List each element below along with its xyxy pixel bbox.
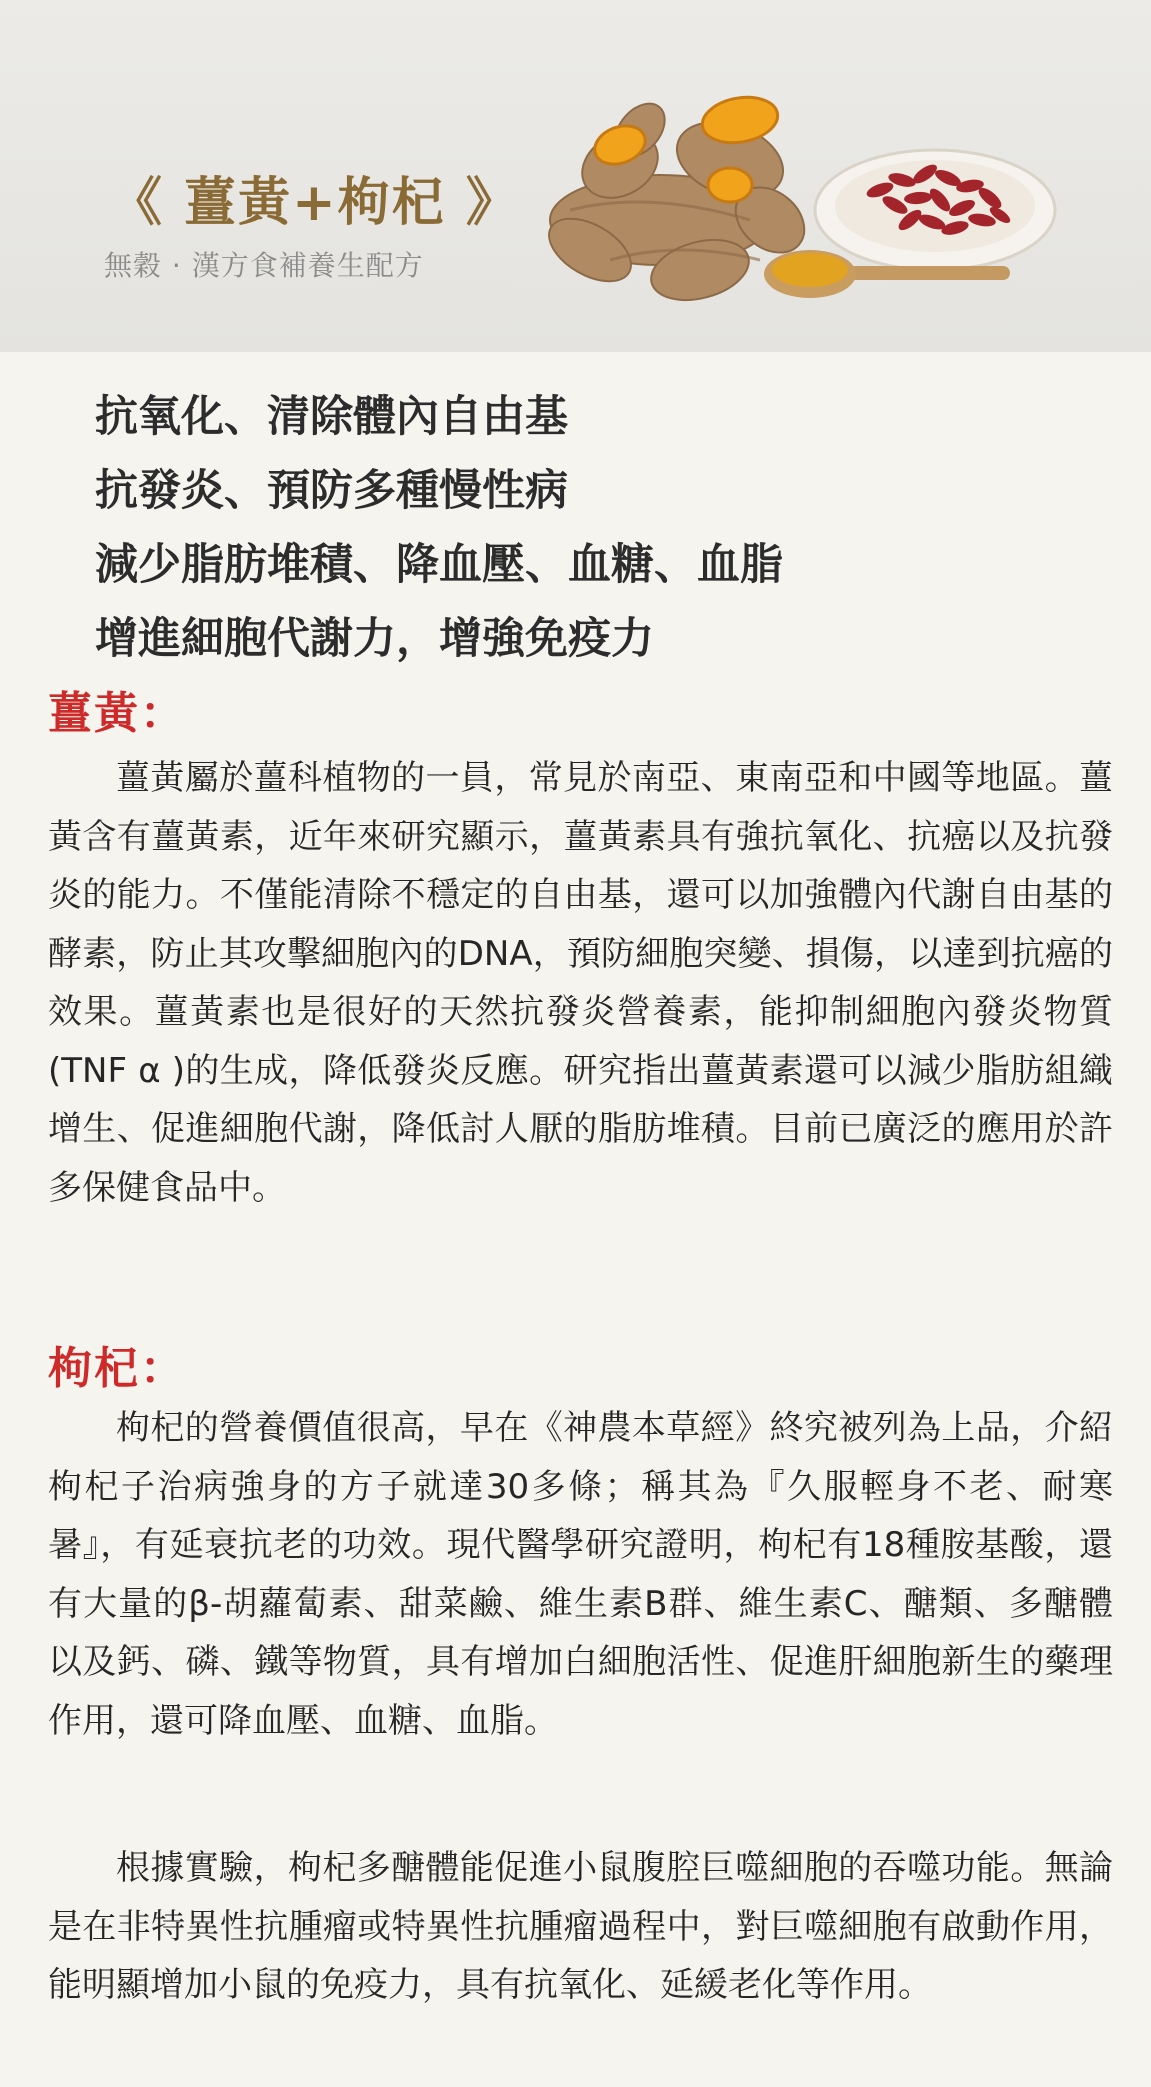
section-title-turmeric: 薑黃： xyxy=(48,688,186,739)
benefit-item: 抗氧化、清除體內自由基 xyxy=(95,392,568,442)
hero-image xyxy=(530,70,1060,325)
goji-paragraph-2: 根據實驗，枸杞多醣體能促進小鼠腹腔巨噬細胞的吞噬功能。無論是在非特異性抗腫瘤或特異性抗腫瘤過程中，對巨噬細胞有啟動作用，能明顯增加小鼠的免疫力，具有抗氧化、延緩老化等作用。 xyxy=(48,1848,1113,2005)
turmeric-paragraph: 薑黃屬於薑科植物的一員，常見於南亞、東南亞和中國等地區。薑黃含有薑黃素，近年來研究顯示，薑黃素具有強抗氧化、抗癌以及抗發炎的能力。不僅能清除不穩定的自由基，還可以加強體內代謝自由基的酵素，防止其攻擊細胞內的DNA，預防細胞突變、損傷，以達到抗癌的效果。薑黃素也是很好的天然抗發炎營養素，能抑制細胞內發炎物質(TNF α )的生成，降低發炎反應。研究指出薑黃素還可以減少脂肪組織增生、促進細胞代謝，降低討人厭的脂肪堆積。目前已廣泛的應用於許多保健食品中。 xyxy=(48,758,1113,1208)
header-banner xyxy=(0,0,1151,352)
goji-berries-dish-icon xyxy=(815,150,1055,270)
product-subtitle: 無穀 · 漢方食補養生配方 xyxy=(104,249,424,282)
benefit-item: 增進細胞代謝力，增強免疫力 xyxy=(95,614,654,664)
benefit-item: 減少脂肪堆積、降血壓、血糖、血脂 xyxy=(95,540,783,590)
benefits-list xyxy=(95,380,783,676)
product-title: 《 薑黃+枸杞 》 xyxy=(110,173,520,233)
goji-paragraph-1: 枸杞的營養價值很高，早在《神農本草經》終究被列為上品，介紹枸杞子治病強身的方子就達30多條；稱其為『久服輕身不老、耐寒暑』，有延衰抗老的功效。現代醫學研究證明，枸杞有18種胺基酸，還有大量的β-胡蘿蔔素、甜菜鹼、維生素B群、維生素C、醣類、多醣體以及鈣、磷、鐵等物質，具有增加白細胞活性、促進肝細胞新生的藥理作用，還可降血壓、血糖、血脂。 xyxy=(48,1408,1113,1741)
content-area xyxy=(0,352,1151,2087)
section-title-goji: 枸杞： xyxy=(48,1343,186,1394)
benefit-item: 抗發炎、預防多種慢性病 xyxy=(95,466,568,516)
